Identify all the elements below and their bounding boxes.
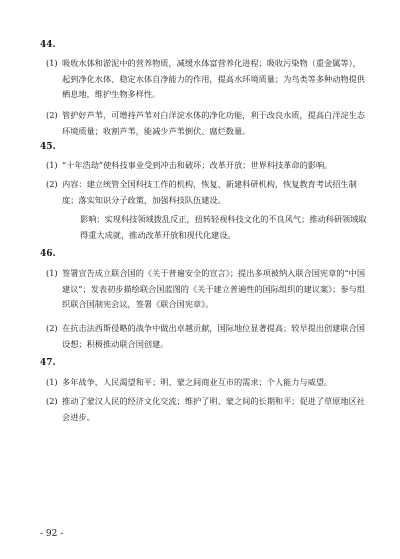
- question-45-item-1: [46, 158, 366, 174]
- question-46-item-2: [46, 321, 366, 352]
- item-index: (2): [46, 323, 58, 333]
- question-47-item-2: [46, 394, 366, 425]
- item-index: (1): [46, 58, 58, 68]
- item-text: 多年战争，人民渴望和平；明、蒙之间商业互市的需求；个人能力与威望。: [62, 377, 333, 387]
- question-45-impact: 影响：实现科技领域拨乱反正，扭转轻视科技文化的不良风气；推动科研领域取得重大成就，推动改革开放和现代化建设。: [80, 214, 367, 240]
- item-index: (1): [46, 160, 58, 170]
- item-index: (2): [46, 396, 58, 406]
- item-index: (2): [46, 179, 58, 189]
- question-45-item-2: [46, 177, 366, 208]
- item-text: 在抗击法西斯侵略的战争中做出卓越贡献，国际地位显著提高；较早提出创建联合国设想；积极推动联合国创建。: [62, 323, 365, 349]
- question-44-item-1: [46, 56, 366, 103]
- item-index: (1): [46, 268, 58, 278]
- item-text: 推动了蒙汉人民的经济文化交流；维护了明、蒙之间的长期和平；促进了草原地区社会进步。: [62, 396, 365, 422]
- question-47-item-1: [46, 375, 366, 391]
- question-44-item-2: [46, 108, 366, 139]
- question-44-number: 44.: [40, 40, 56, 50]
- question-47-number: 47.: [40, 358, 56, 368]
- item-text: 签署宣告成立联合国的《关于普遍安全的宣言》；提出多项被纳入联合国宪章的“中国建议”；发表初步描绘联合国蓝图的《关于建立普遍性的国际组织的建议案》；参与组织联合国制宪会议，签署《联合国宪章》。: [62, 268, 366, 309]
- item-text: 内容：建立统管全国科技工作的机构，恢复、新建科研机构，恢复教育考试招生制度；落实知识分子政策，加强科技队伍建设。: [62, 179, 357, 205]
- question-46-number: 46.: [40, 249, 56, 259]
- item-index: (2): [46, 110, 58, 120]
- item-text: “十年浩劫”使科技事业受到冲击和破坏；改革开放；世界科技革命的影响。: [62, 160, 333, 170]
- question-45-number: 45.: [40, 142, 56, 152]
- question-46-item-1: [46, 266, 366, 313]
- item-text: 管护好芦苇，可增持芦苇对白洋淀水体的净化功能，利于改良水质，提高白洋淀生态环境质量；收割芦苇，能减少芦苇倒伏、腐烂数量。: [62, 110, 365, 136]
- item-text: 吸收水体和淤泥中的营养物质，减缓水体富营养化进程；吸收污染物（重金属等），起到净化水体、稳定水体自净能力的作用，提高水环境质量；为鸟类等多种动物提供栖息地，维护生物多样性。: [62, 58, 365, 99]
- item-index: (1): [46, 377, 58, 387]
- page-number: - 92 -: [40, 529, 64, 539]
